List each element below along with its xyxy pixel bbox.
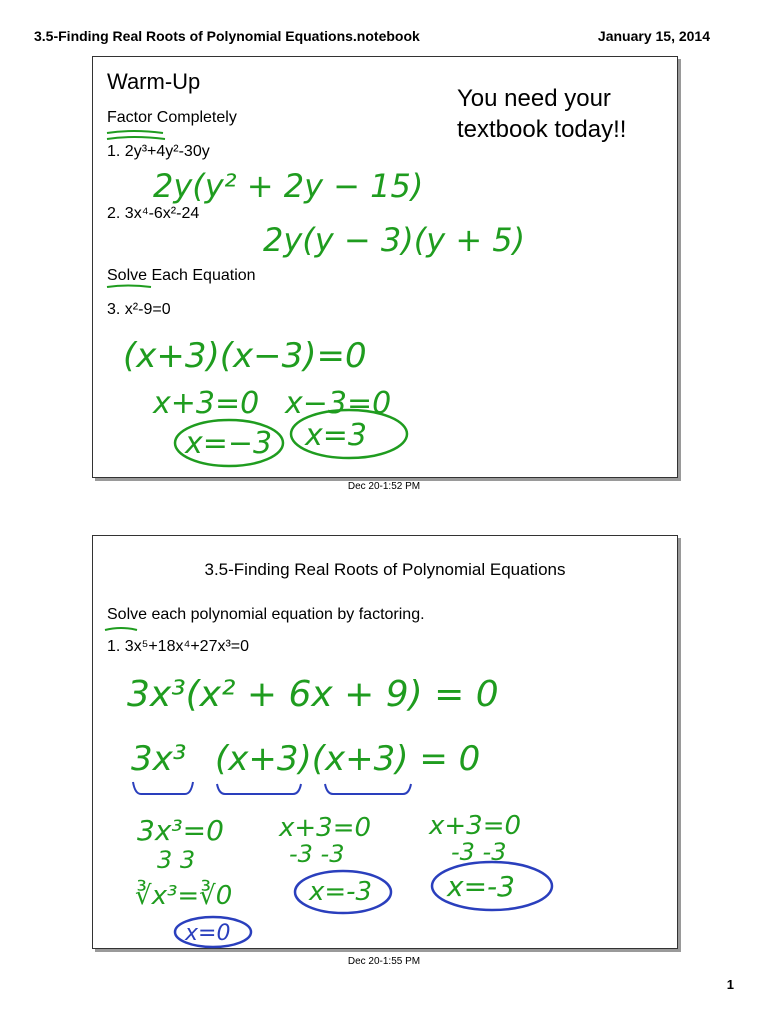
hw-line-1: 2y(y² + 2y − 15) [153,167,424,205]
hw-line-4a: x+3=0 [153,386,260,421]
underline-factor-2 [107,137,165,139]
hw-col-c-1: x+3=0 [429,811,522,841]
problem-1: 1. 2y³+4y²-30y [107,143,210,160]
hw-col-c-3: x=-3 [447,870,515,903]
section-factor: Factor Completely [107,109,237,126]
document-title: 3.5-Finding Real Roots of Polynomial Equations.notebook [34,28,420,44]
handwriting-layer [93,536,677,948]
hw-line-2: 2y(y − 3)(y + 5) [263,221,526,259]
slide-2-timestamp: Dec 20-1:55 PM [347,956,421,967]
hw-col-a-1: 3x³=0 [137,814,224,847]
slide-warm-up [92,56,678,478]
hw-col-b-1: x+3=0 [279,813,372,843]
hw-line-4b: x−3=0 [285,386,392,421]
underline-solve [107,286,151,288]
bracket-3 [325,784,411,794]
problem-3: 3. x²-9=0 [107,301,171,318]
problem-1: 1. 3x⁵+18x⁴+27x³=0 [107,638,250,655]
problem-2: 2. 3x⁴-6x²-24 [107,205,200,222]
hw-col-a-2: 3 3 [157,846,196,874]
hw-col-b-3: x=-3 [309,877,373,907]
handwriting-layer [93,57,677,477]
hw-answer-1: x=−3 [185,426,273,461]
hw-col-c-2: -3 -3 [451,838,507,866]
hw-line-2a: 3x³ [131,739,187,779]
underline-factor [107,131,163,133]
slide-finding-roots [92,535,678,949]
hw-line-3: (x+3)(x−3)=0 [123,336,367,376]
reminder-line-2: textbook today!! [457,116,627,143]
hw-line-1: 3x³(x² + 6x + 9) = 0 [127,674,499,715]
document-date: January 15, 2014 [597,28,710,44]
hw-col-a-4: x=0 [185,921,231,946]
section-solve: Solve Each Equation [107,267,256,284]
slide-heading: Warm-Up [107,69,201,94]
reminder-line-1: You need your [457,85,611,112]
instruction: Solve each polynomial equation by factoring. [107,606,425,623]
bracket-2 [217,784,301,794]
slide-title: 3.5-Finding Real Roots of Polynomial Equations [204,560,566,579]
hw-answer-2: x=3 [305,418,367,453]
underline-solve [105,628,137,630]
page-number: 1 [726,977,734,992]
hw-line-2b: (x+3)(x+3) = 0 [215,739,481,779]
bracket-1 [133,782,193,794]
hw-col-a-3: ∛x³=∛0 [135,881,233,911]
slide-1-timestamp: Dec 20-1:52 PM [347,481,421,492]
hw-col-b-2: -3 -3 [289,840,345,868]
